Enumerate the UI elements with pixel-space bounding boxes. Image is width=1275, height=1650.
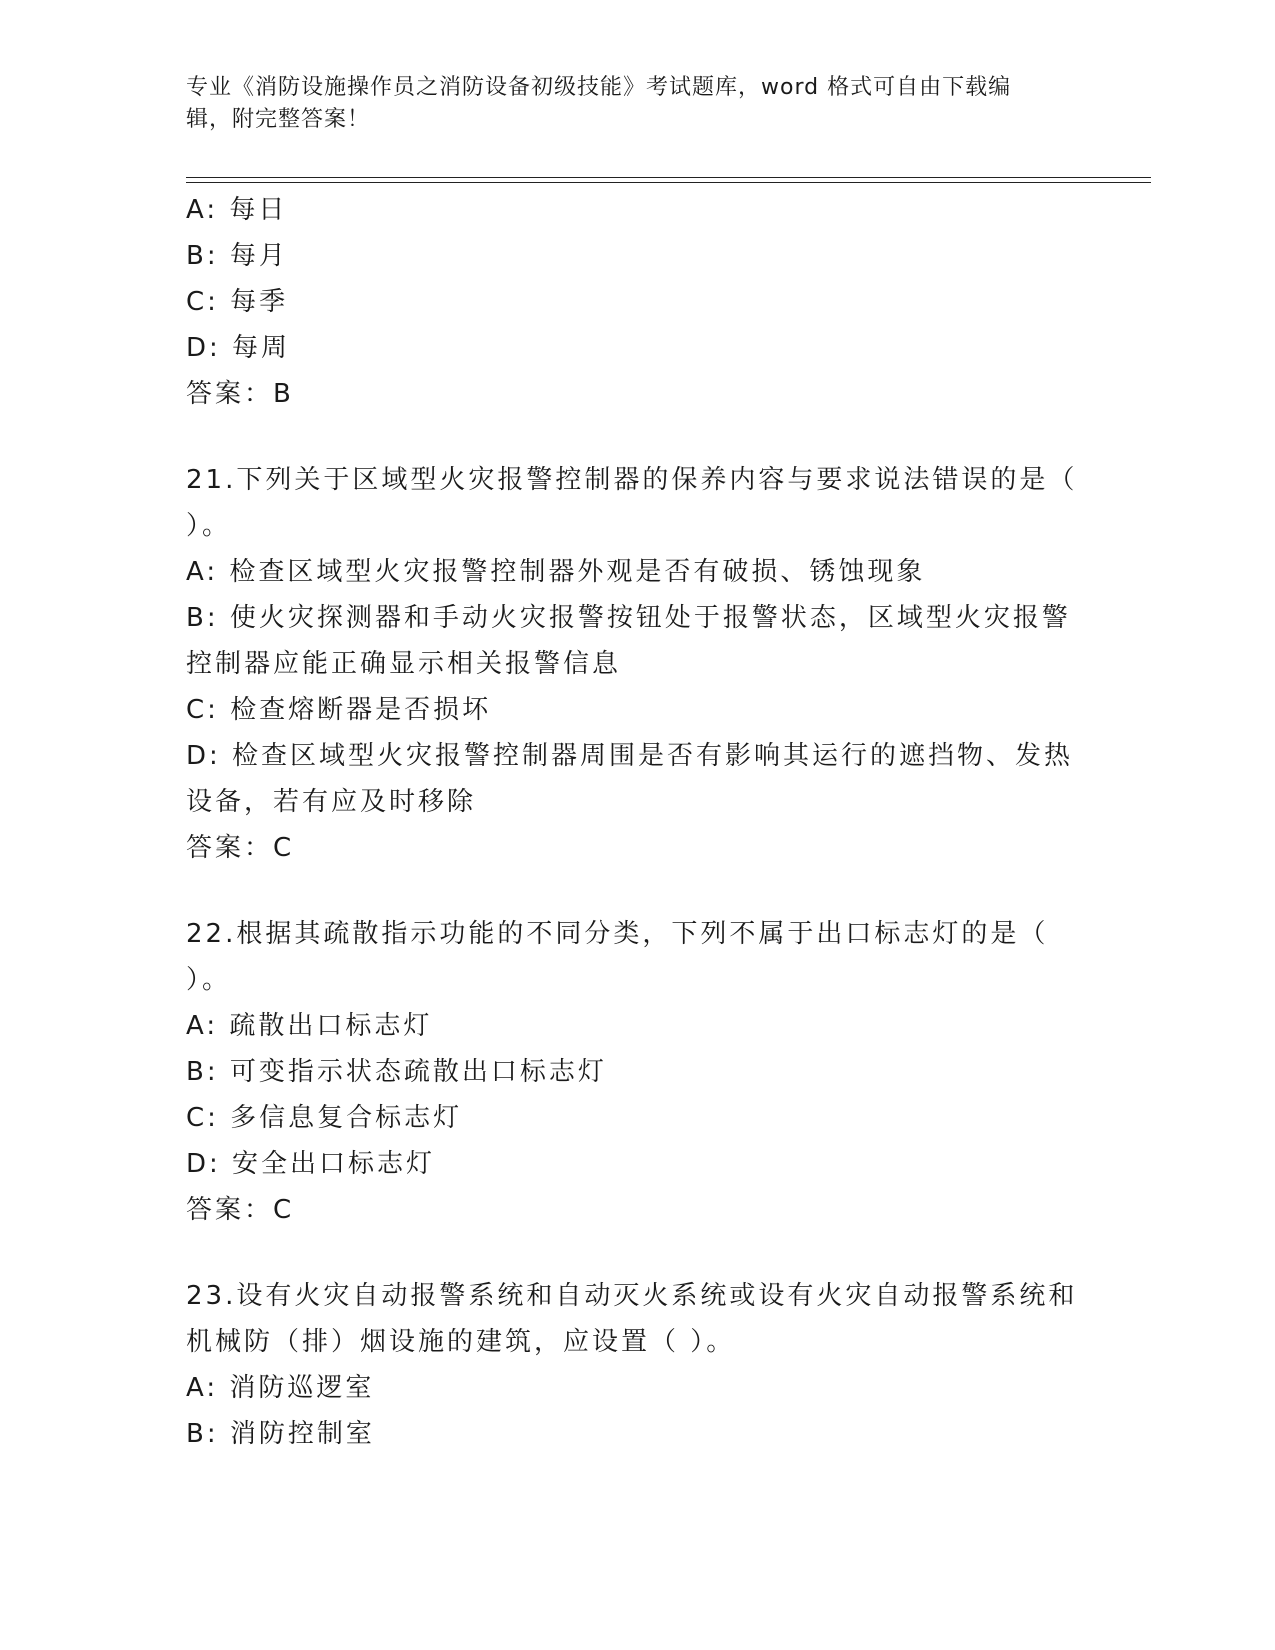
question-spacer xyxy=(186,871,1086,911)
question-spacer xyxy=(186,417,1086,457)
option-a: A: 消防巡逻室 xyxy=(186,1373,375,1403)
document-header xyxy=(186,72,1066,136)
header-line-1: 专业《消防设施操作员之消防设备初级技能》考试题库，word 格式可自由下载编 xyxy=(186,75,1012,100)
option-d: D: 安全出口标志灯 xyxy=(186,1149,436,1179)
header-divider-top xyxy=(186,177,1151,178)
answer-line: 答案：B xyxy=(186,379,294,409)
answer-line: 答案：C xyxy=(186,1195,295,1225)
question-stem-line: ）。 xyxy=(186,511,232,541)
question-22 xyxy=(186,911,1086,1233)
option-a: A: 疏散出口标志灯 xyxy=(186,1011,433,1041)
header-line-2: 辑，附完整答案！ xyxy=(186,107,371,132)
question-20-continued xyxy=(186,187,1086,417)
option-d: D: 每周 xyxy=(186,333,291,363)
header-divider-bottom xyxy=(186,182,1151,183)
option-c: C: 检查熔断器是否损坏 xyxy=(186,695,492,725)
question-content xyxy=(186,187,1086,1457)
question-21 xyxy=(186,457,1086,871)
option-b: B: 每月 xyxy=(186,241,288,271)
question-stem-line: 机械防（排）烟设施的建筑，应设置（ ）。 xyxy=(186,1327,736,1357)
option-b-continued: 控制器应能正确显示相关报警信息 xyxy=(186,649,622,679)
question-stem-line: ）。 xyxy=(186,965,232,995)
option-b: B: 使火灾探测器和手动火灾报警按钮处于报警状态，区域型火灾报警 xyxy=(186,603,1071,633)
option-b: B: 可变指示状态疏散出口标志灯 xyxy=(186,1057,607,1087)
option-a: A: 每日 xyxy=(186,195,288,225)
question-stem-line: 21.下列关于区域型火灾报警控制器的保养内容与要求说法错误的是（ xyxy=(186,465,1078,495)
option-a: A: 检查区域型火灾报警控制器外观是否有破损、锈蚀现象 xyxy=(186,557,926,587)
answer-line: 答案：C xyxy=(186,833,295,863)
question-stem-line: 22.根据其疏散指示功能的不同分类，下列不属于出口标志灯的是（ xyxy=(186,919,1049,949)
option-d: D: 检查区域型火灾报警控制器周围是否有影响其运行的遮挡物、发热 xyxy=(186,741,1074,771)
question-spacer xyxy=(186,1233,1086,1273)
option-b: B: 消防控制室 xyxy=(186,1419,375,1449)
option-d-continued: 设备，若有应及时移除 xyxy=(186,787,477,817)
option-c: C: 每季 xyxy=(186,287,289,317)
option-c: C: 多信息复合标志灯 xyxy=(186,1103,463,1133)
question-23 xyxy=(186,1273,1086,1457)
question-stem-line: 23.设有火灾自动报警系统和自动灭火系统或设有火灾自动报警系统和 xyxy=(186,1281,1078,1311)
